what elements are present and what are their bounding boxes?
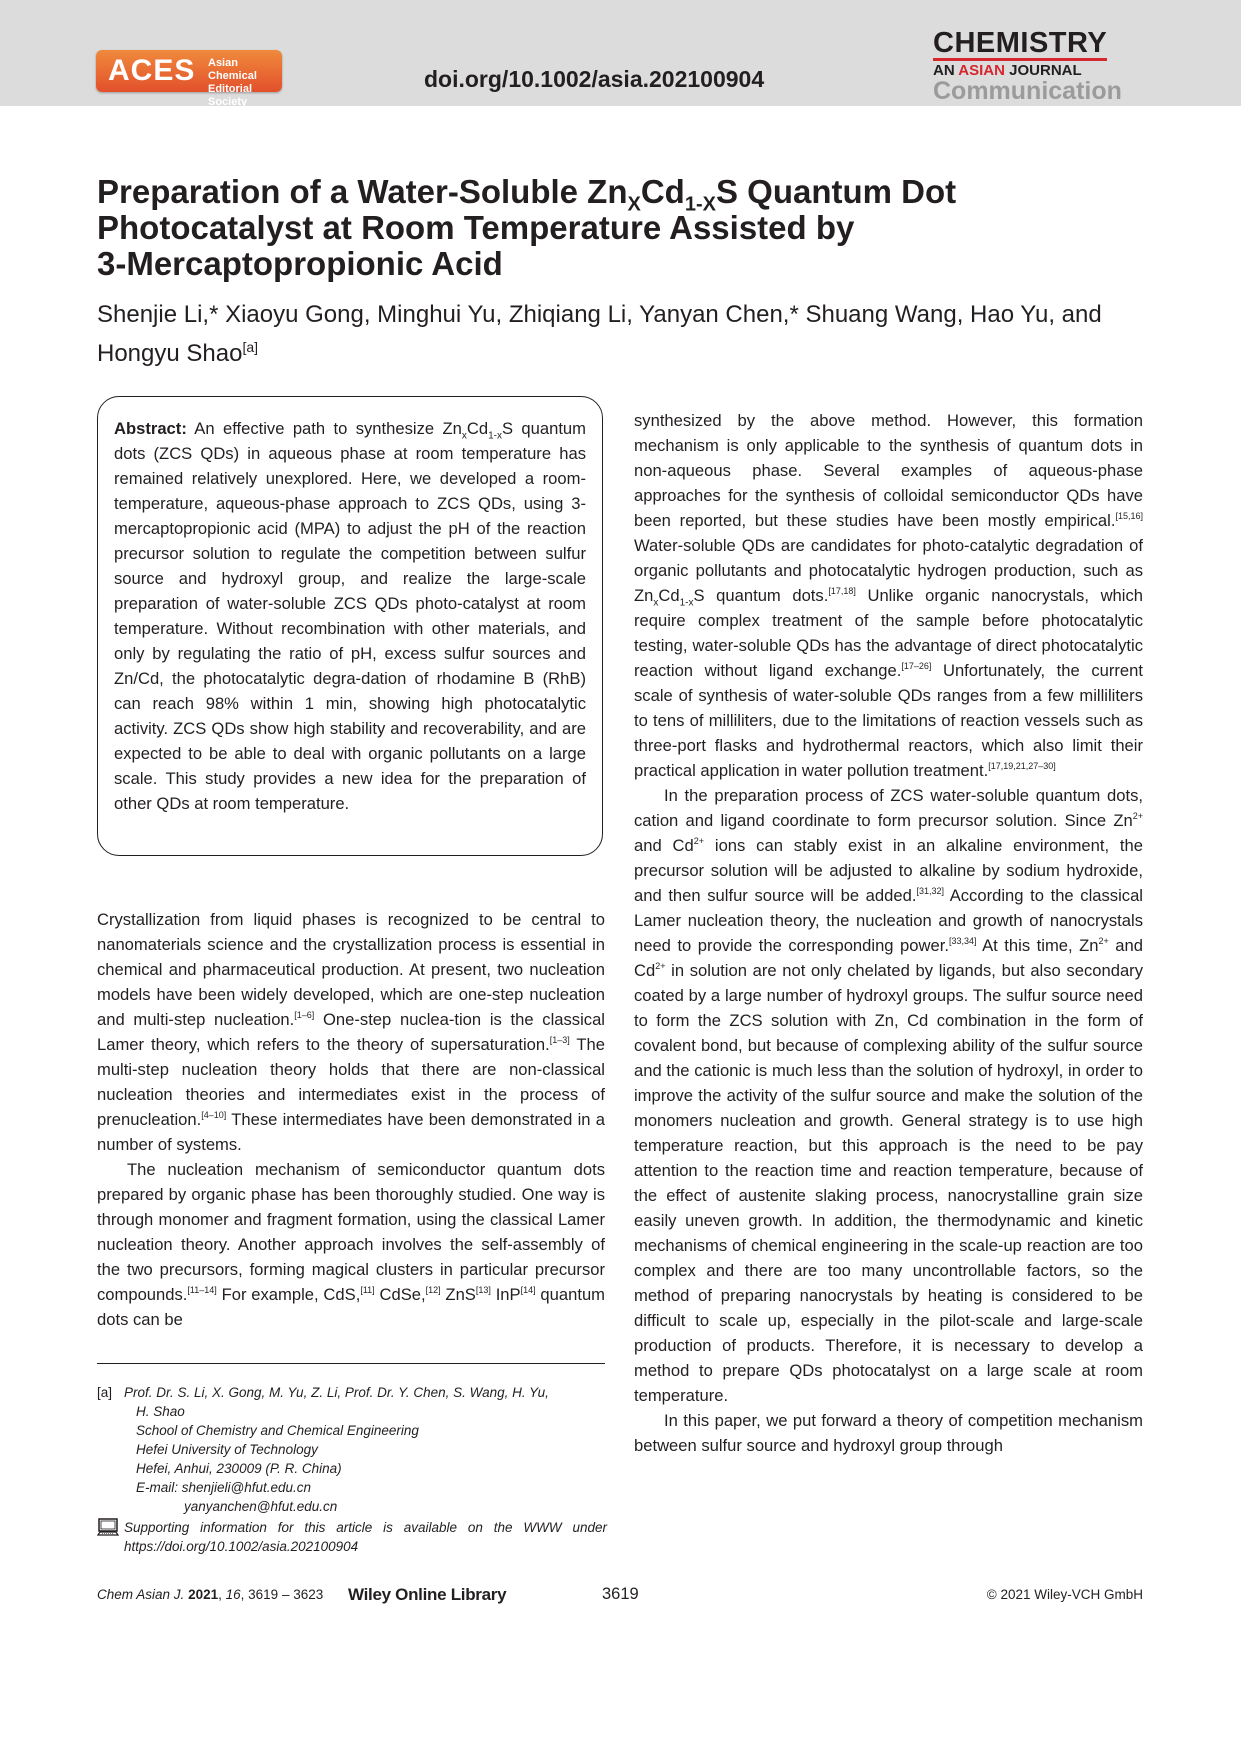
supporting-info-text[interactable]: Supporting information for this article is available on the WWW under https://doi.org/10.1002/asia.202100904 bbox=[124, 1520, 607, 1554]
paragraph: In the preparation process of ZCS water-soluble quantum dots, cation and ligand coordinate to form precursor solution. Since $Zn^{2+}$ and $Cd^{2+}$ ions can stably exist in an alkaline environment, the precursor solution will be adjusted to alkaline by sodium hydroxide, and then sulfur source will be added.[31,32] According to the classical Lamer nucleation theory, the nucleation and growth of nanocrystals need to provide the corresponding power.[33,34] At this time, $Zn^{2+}$ and $Cd^{2+}$ in solution are not only chelated by ligands, but also secondary coated by a large number of hydroxyl groups. The sulfur source need to form the ZCS solution with Zn, Cd combination in the form of covalent bond, but because of complexing ability of the sulfur source and the cationic is much less than the solution of hydroxyl, in order to improve the activity of the sulfur source and make the solution of the monomers nucleation and growth. General strategy is to use high temperature reaction, but this approach is the need to be pay attention to the reaction time and reaction temperature, because of the effect of austenite slaking process, nanocrystalline grain size easily uneven growth. In addition, the thermodynamic and kinetic mechanisms of chemical engineering in the scale-up reaction are too complex and there are too many uncontrollable factors, so the method of preparing nanocrystals by heating is considered to be difficult to scale up, especially in the pilot-scale and large-scale production of products. Therefore, it is necessary to develop a method to prepare QDs photocatalyst on a large scale at room temperature. bbox=[634, 786, 1144, 1405]
supporting-info-note bbox=[97, 1518, 607, 1556]
body-left-column bbox=[97, 907, 605, 1332]
aces-logo-text: ACES bbox=[108, 54, 196, 87]
article-title: Preparation of a Water-Soluble $Zn_XCd_{1-X}S$ Quantum Dot Photocatalyst at Room Temperature Assisted by 3-Mercaptopropionic Acid bbox=[97, 173, 957, 282]
paragraph: synthesized by the above method. However, this formation mechanism is only applicable to the synthesis of quantum dots in non-aqueous phase. Several examples of aqueous-phase approaches for the synthesis of colloidal semiconductor QDs have been reported, but these studies have been mostly empirical.[15,16] Water-soluble QDs are candidates for photo-catalytic degradation of organic pollutants and photocatalytic hydrogen production, such as $Zn_xCd_{1-x}S$ quantum dots.[17,18] Unlike organic nanocrystals, which require complex treatment of the sample before photocatalytic testing, water-soluble QDs has the advantage of direct photocatalytic reaction without ligand exchange.[17–26] Unfortunately, the current scale of synthesis of water-soluble QDs ranges from a few milliliters to tens of milliliters, due to the limitations of reaction vessels such as three-port flasks and hydrothermal reactors, which also limit their practical application in water pollution treatment.[17,19,21,27–30] bbox=[634, 411, 1143, 780]
reference[interactable]: [33,34] bbox=[948, 936, 977, 946]
paragraph: The nucleation mechanism of semiconductor quantum dots prepared by organic phase has been thoroughly studied. One way is through monomer and fragment formation, using the classical Lamer nucleation theory. Another approach involves the self-assembly of the two precursors, forming magical clusters in particular precursor compounds.[11–14] For example, CdS,[11] CdSe,[12] ZnS[13] InP[14] quantum dots can be bbox=[97, 1160, 606, 1329]
email-link[interactable]: E-mail: shenjieli@hfut.edu.cn bbox=[136, 1480, 312, 1495]
computer-icon bbox=[97, 1518, 119, 1538]
reference[interactable]: [17,18] bbox=[828, 586, 856, 596]
reference[interactable]: [13] bbox=[475, 1285, 491, 1295]
abstract-text: Abstract: An effective path to synthesize $Zn_xCd_{1-x}S$ quantum dots (ZCS QDs) in aqueous phase at room temperature has remained relatively unexplored. Here, we developed a room-temperature, aqueous-phase approach to ZCS QDs, using 3-mercaptopropionic acid (MPA) to adjust the pH of the reaction precursor solution to regulate the competition between sulfur source and hydroxyl group, and realize the large-scale preparation of water-soluble ZCS QDs photo-catalyst at room temperature. Without recombination with other materials, and only by regulating the ratio of pH, excess sulfur sources and Zn/Cd, the photocatalytic degra-dation of rhodamine B (RhB) can reach 98% within 1 min, showing high photocatalytic activity. ZCS QDs show high stability and recoverability, and are expected to be able to deal with organic pollutants on a large scale. This study provides a new idea for the preparation of other QDs at room temperature. bbox=[114, 419, 586, 813]
reference[interactable]: [14] bbox=[520, 1285, 536, 1295]
abstract-box bbox=[97, 396, 603, 856]
affiliation-marker[interactable]: [a] bbox=[242, 339, 259, 355]
paragraph: Crystallization from liquid phases is recognized to be central to nanomaterials science and the crystallization process is essential in chemical and pharmaceutical production. At present, two nucleation models have been widely developed, which are one-step nucleation and multi-step nucleation.[1–6] One-step nuclea-tion is the classical Lamer theory, which refers to the theory of supersaturation.[1–3] The multi-step nucleation theory holds that there are non-classical nucleation theories and intermediates exist in the process of prenucleation.[4–10] These intermediates have been demonstrated in a number of systems. bbox=[97, 910, 605, 1154]
reference[interactable]: [1–6] bbox=[294, 1010, 315, 1020]
page-number: 3619 bbox=[602, 1585, 639, 1603]
abstract-label: Abstract: bbox=[114, 419, 187, 438]
reference[interactable]: [15,16] bbox=[1115, 511, 1143, 521]
reference[interactable]: [12] bbox=[425, 1285, 441, 1295]
wiley-online-library-link[interactable]: Wiley Online Library bbox=[348, 1585, 507, 1604]
reference[interactable]: [17–26] bbox=[901, 661, 932, 671]
journal-logo bbox=[933, 28, 1123, 104]
body-right-column bbox=[634, 408, 1143, 1458]
journal-logo-asian-journal: AN ASIAN JOURNAL bbox=[933, 62, 1082, 79]
aces-logo bbox=[96, 50, 282, 108]
reference[interactable]: [31,32] bbox=[916, 886, 944, 896]
aces-logo-subtitle: Asian Chemical Editorial Society bbox=[208, 57, 257, 108]
doi-link[interactable]: doi.org/10.1002/asia.202100904 bbox=[424, 66, 765, 92]
journal-logo-chemistry: CHEMISTRY bbox=[933, 27, 1108, 59]
reference[interactable]: [11] bbox=[360, 1285, 375, 1295]
author-list: Shenjie Li,* Xiaoyu Gong, Minghui Yu, Zhiqiang Li, Yanyan Chen,* Shuang Wang, Hao Yu, and Hongyu Shao[a] bbox=[97, 301, 1102, 367]
page-header bbox=[0, 0, 1241, 106]
copyright: © 2021 Wiley-VCH GmbH bbox=[986, 1587, 1143, 1602]
article-type: Communication bbox=[933, 77, 1122, 105]
reference[interactable]: [17,19,21,27–30] bbox=[988, 761, 1056, 771]
reference[interactable]: [1–3] bbox=[549, 1035, 570, 1045]
paragraph: In this paper, we put forward a theory of competition mechanism between sulfur source and hydroxyl group through bbox=[634, 1411, 1143, 1455]
reference[interactable]: [4–10] bbox=[201, 1110, 227, 1120]
email-link[interactable]: yanyanchen@hfut.edu.cn bbox=[184, 1499, 338, 1514]
footnote-divider bbox=[97, 1363, 605, 1364]
reference[interactable]: [11–14] bbox=[187, 1285, 217, 1295]
affiliation-footnote: [a] Prof. Dr. S. Li, X. Gong, M. Yu, Z. Li, Prof. Dr. Y. Chen, S. Wang, H. Yu, H. Shao School of Chemistry and Chemical Engineering Hefei University of Technology Hefei, Anhui, 230009 (P. R. China) E-mail: shenjieli@hfut.edu.cn yanyanchen@hfut.edu.cn bbox=[97, 1383, 607, 1516]
affiliation-tag: [a] bbox=[97, 1385, 113, 1400]
citation: Chem Asian J. 2021, 16, 3619 – 3623 bbox=[97, 1587, 324, 1602]
